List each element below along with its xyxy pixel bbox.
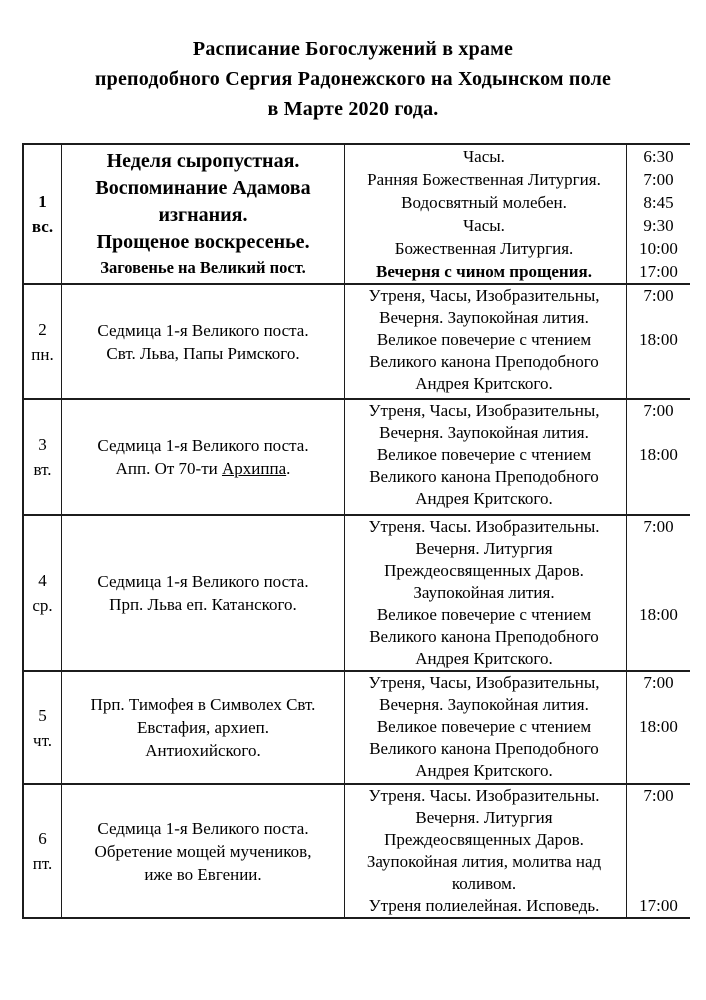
service-lines [345, 237, 627, 260]
time-cell [627, 191, 690, 214]
weekday-label: пн. [31, 344, 54, 364]
service-lines [345, 260, 627, 283]
description-paragraph [91, 693, 316, 762]
schedule-table [22, 143, 690, 919]
service-line: Ранняя Божественная Литургия. [367, 170, 601, 189]
service-line: Утреня полиелейная. Исповедь. [368, 896, 600, 915]
service-line: Заупокойная лития, молитва над [366, 852, 602, 871]
service-block [345, 329, 690, 395]
time-value: 9:30 [643, 216, 674, 235]
description-line: Обретение мощей мучеников, [94, 841, 312, 861]
service-line: Часы. [463, 147, 505, 166]
service-lines [345, 895, 627, 917]
services-section [345, 400, 690, 514]
time-cell [627, 145, 690, 168]
day-cell [24, 285, 62, 398]
description-line: Неделя сыропустная. [106, 150, 300, 172]
time-value: 8:45 [643, 193, 674, 212]
description-line: Воспоминание Адамова [95, 177, 311, 199]
table-row [24, 672, 690, 785]
table-row [24, 145, 690, 285]
time-value: 18:00 [639, 717, 678, 736]
weekday-label: вс. [31, 217, 54, 236]
time-cell [627, 400, 690, 422]
description-paragraph [97, 434, 308, 480]
service-block [345, 260, 690, 283]
service-block [345, 168, 690, 191]
description-line: Прп. Льва еп. Катанского. [109, 595, 297, 614]
service-line: Заупокойная лития. [413, 583, 555, 602]
time-value: 7:00 [643, 517, 674, 536]
service-line: Вечерня. Заупокойная лития. [379, 695, 589, 714]
service-lines [345, 785, 627, 895]
service-line: Великое повечерие с чтением [376, 717, 592, 736]
description-paragraph [100, 256, 306, 280]
page-title-line: преподобного Сергия Радонежского на Ходынском поле [94, 68, 612, 90]
time-cell [627, 168, 690, 191]
service-line: Великого канона Преподобного [369, 352, 599, 371]
time-cell [627, 260, 690, 283]
service-line: Водосвятный молебен. [401, 193, 567, 212]
day-cell [24, 516, 62, 670]
description-cell [62, 516, 345, 670]
service-line: Утреня. Часы. Изобразительны. [368, 786, 600, 805]
table-row [24, 400, 690, 516]
services-section [345, 785, 690, 917]
service-line: Андрея Критского. [415, 374, 553, 393]
time-cell [627, 895, 690, 917]
service-line: Великого канона Преподобного [369, 627, 599, 646]
day-cell [24, 785, 62, 917]
service-line: Андрея Критского. [415, 489, 553, 508]
description-cell [62, 785, 345, 917]
description-paragraph [96, 229, 309, 256]
description-line: Антиохийского. [145, 741, 261, 760]
description-paragraph [95, 817, 312, 886]
time-value: 18:00 [639, 445, 678, 464]
service-block [345, 516, 690, 604]
service-block [345, 191, 690, 214]
service-block [345, 285, 690, 329]
description-cell [62, 285, 345, 398]
service-block [345, 444, 690, 510]
time-cell [627, 716, 690, 738]
time-cell [627, 285, 690, 307]
page-title [0, 0, 706, 124]
description-line [97, 457, 308, 480]
weekday-label: пт. [32, 854, 53, 873]
service-block [345, 716, 690, 782]
service-block [345, 214, 690, 237]
service-lines [345, 672, 627, 716]
service-lines [345, 716, 627, 782]
description-line: Заговенье на Великий пост. [100, 258, 306, 277]
service-line: Утреня, Часы, Изобразительны, [368, 673, 600, 692]
service-block [345, 895, 690, 917]
day-cell [24, 400, 62, 514]
time-cell [627, 785, 690, 807]
service-block [345, 400, 690, 444]
service-block [345, 785, 690, 895]
text-segment: . [286, 459, 291, 478]
service-line: Вечерня с чином прощения. [376, 262, 592, 281]
description-line: Седмица 1-я Великого поста. [97, 320, 309, 340]
time-cell [627, 672, 690, 694]
service-line: Утреня, Часы, Изобразительны, [368, 401, 600, 420]
service-lines [345, 145, 627, 168]
description-line: Седмица 1-я Великого поста. [97, 572, 309, 591]
day-number: 1 [38, 192, 47, 211]
description-paragraph [95, 148, 310, 229]
day-number: 6 [38, 829, 47, 848]
time-value: 17:00 [639, 896, 678, 915]
column-divider [626, 785, 628, 917]
service-line: Божественная Литургия. [394, 239, 574, 258]
time-cell [627, 444, 690, 466]
description-line: изгнания. [158, 204, 248, 226]
day-number: 4 [38, 571, 47, 590]
service-line: Андрея Критского. [415, 761, 553, 780]
table-row [24, 516, 690, 672]
time-value: 7:00 [643, 673, 674, 692]
weekday-label: вт. [33, 460, 52, 479]
description-paragraph [97, 570, 308, 616]
description-cell [62, 672, 345, 783]
services-section [345, 516, 690, 670]
service-line: Великое повечерие с чтением [376, 330, 592, 349]
service-line: Великое повечерие с чтением [376, 605, 592, 624]
time-value: 6:30 [643, 147, 674, 166]
service-block [345, 237, 690, 260]
table-row [24, 785, 690, 919]
time-value: 7:00 [643, 401, 674, 420]
services-section [345, 672, 690, 783]
service-lines [345, 516, 627, 604]
time-value: 18:00 [639, 605, 678, 624]
underlined-text: Архиппа [222, 459, 287, 478]
service-block [345, 145, 690, 168]
service-lines [345, 329, 627, 395]
time-value: 17:00 [639, 262, 678, 281]
column-divider [626, 145, 628, 283]
time-cell [627, 329, 690, 351]
time-value: 7:00 [643, 170, 674, 189]
description-line: Прп. Тимофея в Символех Свт. [90, 695, 316, 714]
service-line: Утреня, Часы, Изобразительны, [368, 286, 600, 305]
time-cell [627, 516, 690, 538]
service-line: Великое повечерие с чтением [376, 445, 592, 464]
page-title-line: в Марте 2020 года. [267, 98, 439, 120]
column-divider [626, 672, 628, 783]
description-paragraph [97, 319, 308, 365]
service-lines [345, 214, 627, 237]
description-line: Евстафия, архиеп. [136, 718, 269, 737]
day-cell [24, 672, 62, 783]
service-line: Вечерня. Литургия [415, 539, 553, 558]
time-value: 7:00 [643, 786, 674, 805]
service-block [345, 672, 690, 716]
service-line: Вечерня. Заупокойная лития. [379, 423, 589, 442]
time-cell [627, 237, 690, 260]
service-line: коливом. [451, 874, 517, 893]
text-segment: Апп. От 70-ти [115, 459, 222, 478]
service-line: Вечерня. Литургия [415, 808, 553, 827]
time-value: 18:00 [639, 330, 678, 349]
weekday-label: ср. [32, 596, 53, 615]
service-block [345, 604, 690, 670]
service-line: Великого канона Преподобного [369, 739, 599, 758]
day-cell [24, 145, 62, 283]
description-line: Свт. Льва, Папы Римского. [106, 343, 300, 363]
description-line: Седмица 1-я Великого поста. [97, 818, 309, 838]
time-value: 7:00 [643, 286, 674, 305]
service-lines [345, 400, 627, 444]
description-line: Седмица 1-я Великого поста. [97, 436, 309, 455]
service-line: Андрея Критского. [415, 649, 553, 668]
service-lines [345, 285, 627, 329]
service-lines [345, 604, 627, 670]
service-line: Преждеосвященных Даров. [384, 561, 584, 580]
column-divider [626, 400, 628, 514]
service-line: Вечерня. Заупокойная лития. [379, 308, 589, 327]
description-cell [62, 400, 345, 514]
service-line: Часы. [463, 216, 505, 235]
service-lines [345, 168, 627, 191]
service-line: Преждеосвященных Даров. [384, 830, 584, 849]
description-line: Прощеное воскресенье. [96, 231, 310, 253]
services-section [345, 285, 690, 398]
service-line: Утреня. Часы. Изобразительны. [368, 517, 600, 536]
page-title-line: Расписание Богослужений в храме [192, 38, 514, 60]
time-cell [627, 604, 690, 626]
time-value: 10:00 [639, 239, 678, 258]
services-section [345, 145, 690, 283]
time-cell [627, 214, 690, 237]
service-line: Великого канона Преподобного [369, 467, 599, 486]
day-number: 5 [38, 705, 47, 725]
service-lines [345, 444, 627, 510]
column-divider [626, 285, 628, 398]
description-line: иже во Евгении. [144, 864, 262, 884]
day-number: 3 [38, 435, 47, 454]
table-row [24, 285, 690, 400]
service-lines [345, 191, 627, 214]
description-cell [62, 145, 345, 283]
column-divider [626, 516, 628, 670]
day-number: 2 [38, 319, 47, 339]
weekday-label: чт. [33, 730, 52, 750]
